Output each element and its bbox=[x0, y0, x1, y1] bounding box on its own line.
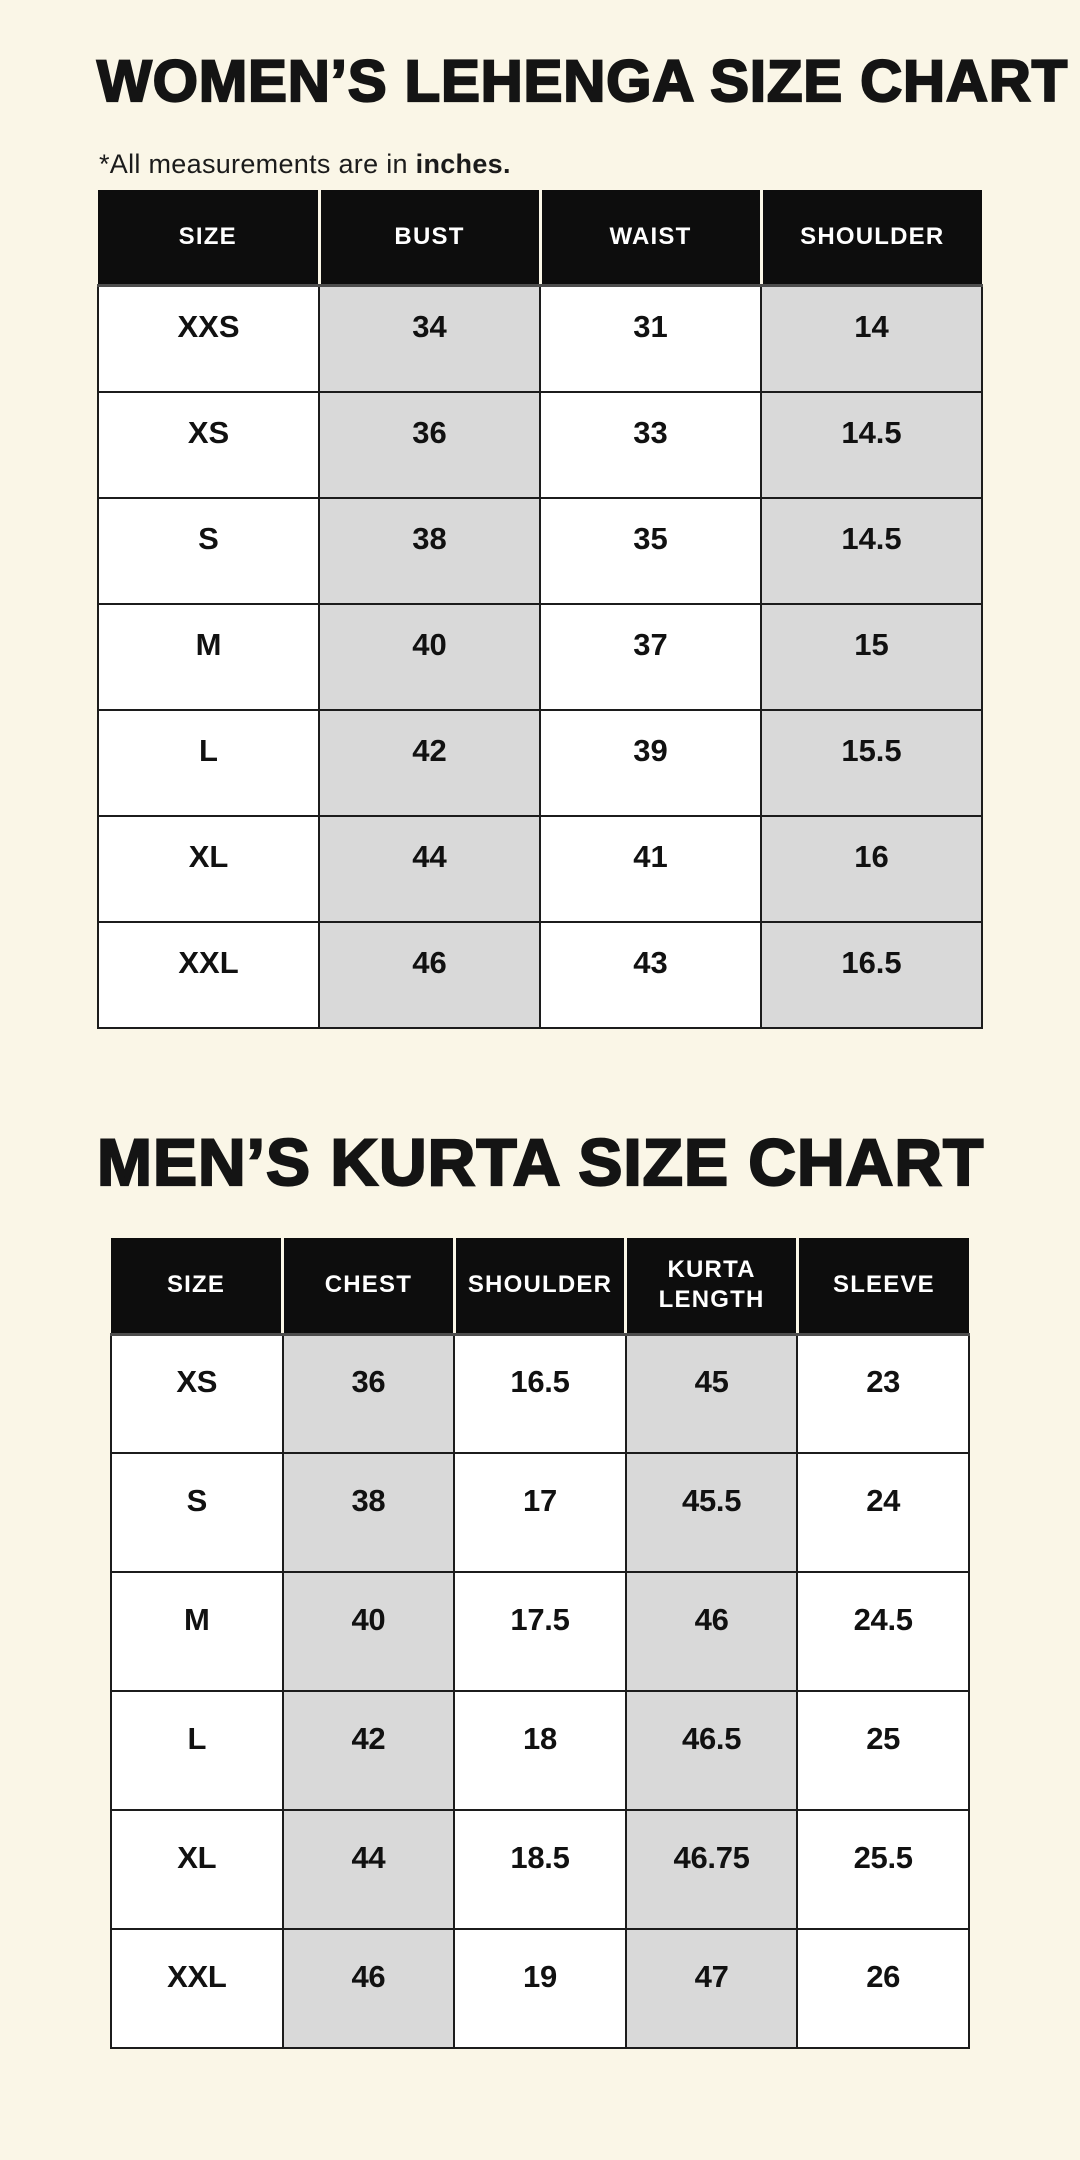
value-cell: 15.5 bbox=[761, 710, 982, 816]
table-row bbox=[98, 816, 982, 922]
value-cell: 18.5 bbox=[454, 1810, 626, 1929]
size-cell: XXL bbox=[111, 1929, 283, 2048]
size-cell: M bbox=[111, 1572, 283, 1691]
value-cell: 36 bbox=[283, 1334, 455, 1453]
value-cell: 39 bbox=[540, 710, 761, 816]
value-cell: 23 bbox=[797, 1334, 969, 1453]
value-cell: 36 bbox=[319, 392, 540, 498]
table-row bbox=[111, 1929, 969, 2048]
table-row bbox=[98, 286, 982, 392]
column-header-size: SIZE bbox=[98, 190, 319, 286]
value-cell: 16 bbox=[761, 816, 982, 922]
value-cell: 42 bbox=[283, 1691, 455, 1810]
value-cell: 42 bbox=[319, 710, 540, 816]
size-cell: XXS bbox=[98, 286, 319, 392]
value-cell: 35 bbox=[540, 498, 761, 604]
table-row bbox=[111, 1334, 969, 1453]
size-cell: XL bbox=[98, 816, 319, 922]
womens-lehenga-section bbox=[97, 46, 1069, 1029]
value-cell: 14 bbox=[761, 286, 982, 392]
value-cell: 26 bbox=[797, 1929, 969, 2048]
table-row bbox=[98, 498, 982, 604]
size-cell: L bbox=[98, 710, 319, 816]
value-cell: 46 bbox=[283, 1929, 455, 2048]
value-cell: 45.5 bbox=[626, 1453, 798, 1572]
table-row bbox=[98, 604, 982, 710]
size-cell: XS bbox=[111, 1334, 283, 1453]
value-cell: 24 bbox=[797, 1453, 969, 1572]
value-cell: 25 bbox=[797, 1691, 969, 1810]
column-header-sleeve: SLEEVE bbox=[797, 1238, 969, 1334]
value-cell: 44 bbox=[319, 816, 540, 922]
size-cell: L bbox=[111, 1691, 283, 1810]
size-cell: XXL bbox=[98, 922, 319, 1028]
measurement-note-unit: inches. bbox=[415, 148, 511, 179]
table-row bbox=[98, 710, 982, 816]
value-cell: 38 bbox=[319, 498, 540, 604]
value-cell: 33 bbox=[540, 392, 761, 498]
table-row bbox=[111, 1691, 969, 1810]
value-cell: 34 bbox=[319, 286, 540, 392]
header-row bbox=[111, 1238, 969, 1334]
value-cell: 47 bbox=[626, 1929, 798, 2048]
column-header-chest: CHEST bbox=[283, 1238, 455, 1334]
size-cell: XS bbox=[98, 392, 319, 498]
womens-chart-title: WOMEN’S LEHENGA SIZE CHART bbox=[97, 49, 1069, 114]
value-cell: 17 bbox=[454, 1453, 626, 1572]
value-cell: 46.5 bbox=[626, 1691, 798, 1810]
value-cell: 19 bbox=[454, 1929, 626, 2048]
column-header-size: SIZE bbox=[111, 1238, 283, 1334]
mens-size-table bbox=[110, 1238, 970, 2049]
table-row bbox=[98, 392, 982, 498]
table-row bbox=[98, 922, 982, 1028]
column-header-shoulder: SHOULDER bbox=[761, 190, 982, 286]
value-cell: 40 bbox=[319, 604, 540, 710]
table-row bbox=[111, 1810, 969, 1929]
value-cell: 46 bbox=[319, 922, 540, 1028]
value-cell: 46 bbox=[626, 1572, 798, 1691]
column-header-bust: BUST bbox=[319, 190, 540, 286]
table-row bbox=[111, 1453, 969, 1572]
mens-kurta-section bbox=[97, 1121, 983, 2050]
size-cell: S bbox=[111, 1453, 283, 1572]
value-cell: 46.75 bbox=[626, 1810, 798, 1929]
value-cell: 18 bbox=[454, 1691, 626, 1810]
value-cell: 17.5 bbox=[454, 1572, 626, 1691]
value-cell: 40 bbox=[283, 1572, 455, 1691]
value-cell: 14.5 bbox=[761, 498, 982, 604]
size-cell: S bbox=[98, 498, 319, 604]
measurement-note bbox=[99, 149, 981, 180]
value-cell: 25.5 bbox=[797, 1810, 969, 1929]
column-header-waist: WAIST bbox=[540, 190, 761, 286]
size-cell: M bbox=[98, 604, 319, 710]
womens-size-table bbox=[97, 190, 983, 1029]
value-cell: 24.5 bbox=[797, 1572, 969, 1691]
value-cell: 31 bbox=[540, 286, 761, 392]
value-cell: 41 bbox=[540, 816, 761, 922]
value-cell: 43 bbox=[540, 922, 761, 1028]
header-row bbox=[98, 190, 982, 286]
value-cell: 37 bbox=[540, 604, 761, 710]
column-header-kurta-length: KURTA LENGTH bbox=[626, 1238, 798, 1334]
value-cell: 16.5 bbox=[454, 1334, 626, 1453]
table-row bbox=[111, 1572, 969, 1691]
measurement-note-text: *All measurements are in bbox=[99, 148, 416, 179]
value-cell: 16.5 bbox=[761, 922, 982, 1028]
value-cell: 45 bbox=[626, 1334, 798, 1453]
value-cell: 14.5 bbox=[761, 392, 982, 498]
size-cell: XL bbox=[111, 1810, 283, 1929]
value-cell: 44 bbox=[283, 1810, 455, 1929]
value-cell: 15 bbox=[761, 604, 982, 710]
value-cell: 38 bbox=[283, 1453, 455, 1572]
mens-chart-title: MEN’S KURTA SIZE CHART bbox=[97, 1124, 985, 1199]
column-header-shoulder: SHOULDER bbox=[454, 1238, 626, 1334]
